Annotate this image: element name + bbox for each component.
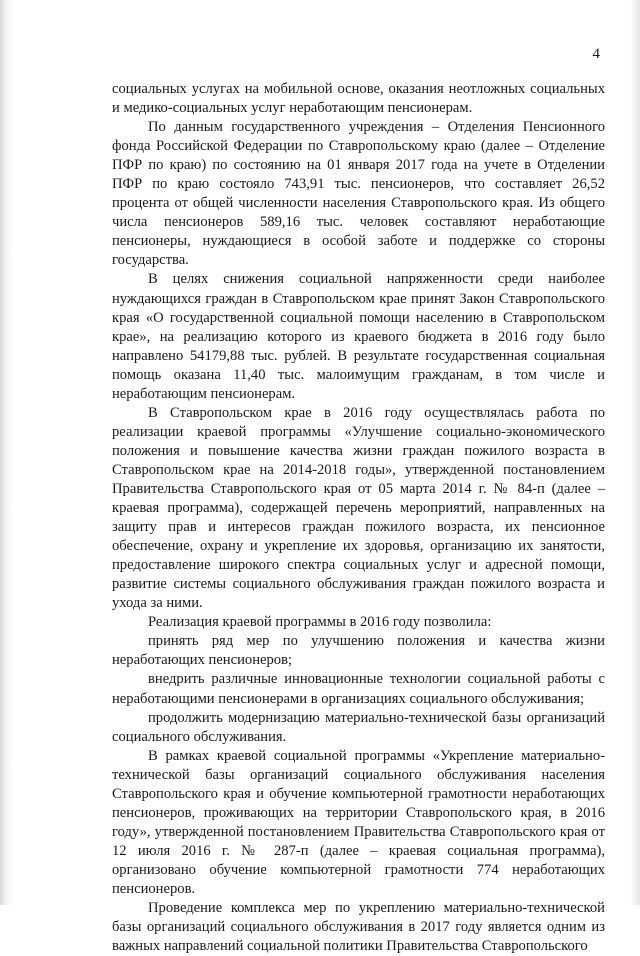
paragraph: В целях снижения социальной напряженности среди наиболее нуждающихся граждан в Ставропольском крае принят Закон Ставропольского края «О государственной социальной помощи населению в Ставропольском крае», на реализацию которого из краевого бюджета в 2016 году было направлено 54179,88 тыс. рублей. В результате государственная социальная помощь оказана 11,40 тыс. малоимущим гражданам, в том числе и неработающим пенсионерам.: [112, 271, 605, 402]
paragraph: Проведение комплекса мер по укреплению материально-технической базы организаций социального обслуживания в 2017 году является одним из важных направлений социальной политики Правительства Ставропольского: [112, 900, 605, 955]
paragraph: В Ставропольском крае в 2016 году осуществлялась работа по реализации краевой программы «Улучшение социально-экономического положения и повышение качества жизни граждан пожилого возраста в Ставропольском крае на 2014-2018 годы», утвержденной постановлением Правительства Ставропольского края от 05 марта 2014 г. № 84-п (далее – краевая программа), содержащей перечень мероприятий, направленных на защиту прав и интересов граждан пожилого возраста, их пенсионное обеспечение, охрану и укрепление их здоровья, организацию их занятости, предоставление широкого спектра социальных услуг и адресной помощи, развитие системы социального обслуживания граждан пожилого возраста и ухода за ними.: [112, 404, 605, 612]
scan-edge-right: [630, 0, 640, 905]
paragraph: По данным государственного учреждения – Отделения Пенсионного фонда Российской Федерации по Ставропольскому краю (далее – Отделение ПФР по краю) по состоянию на 01 января 2017 года на учете в Отделении ПФР по краю состояло 743,91 тыс. пенсионеров, что составляет 26,52 процента от общей численности населения Ставропольского края. Из общего числа пенсионеров 589,16 тыс. человек составляют неработающие пенсионеры, нуждающиеся в особой заботе и поддержке со стороны государства.: [112, 119, 605, 269]
document-body: [112, 80, 605, 956]
paragraph: продолжить модернизацию материально-технической базы организаций социального обслуживания.: [112, 709, 605, 745]
paragraph: внедрить различные инновационные технологии социальной работы с неработающими пенсионерами в организациях социального обслуживания;: [112, 671, 605, 707]
paragraph: Реализация краевой программы в 2016 году позволила:: [148, 614, 492, 631]
scan-edge-left: [0, 0, 14, 905]
paragraph: социальных услугах на мобильной основе, оказания неотложных социальных и медико-социальных услуг неработающим пенсионерам.: [112, 81, 605, 117]
paragraph: принять ряд мер по улучшению положения и качества жизни неработающих пенсионеров;: [112, 633, 605, 669]
page-number: 4: [592, 46, 600, 62]
paragraph: В рамках краевой социальной программы «Укрепление материально-технической базы организаций социального обслуживания населения Ставропольского края и обучение компьютерной грамотности неработающих пенсионеров, проживающих на территории Ставропольского края, в 2016 году», утвержденной постановлением Правительства Ставропольского края от 12 июля 2016 г. № 287-п (далее – краевая социальная программа), организовано обучение компьютерной грамотности 774 неработающих пенсионеров.: [112, 747, 605, 897]
